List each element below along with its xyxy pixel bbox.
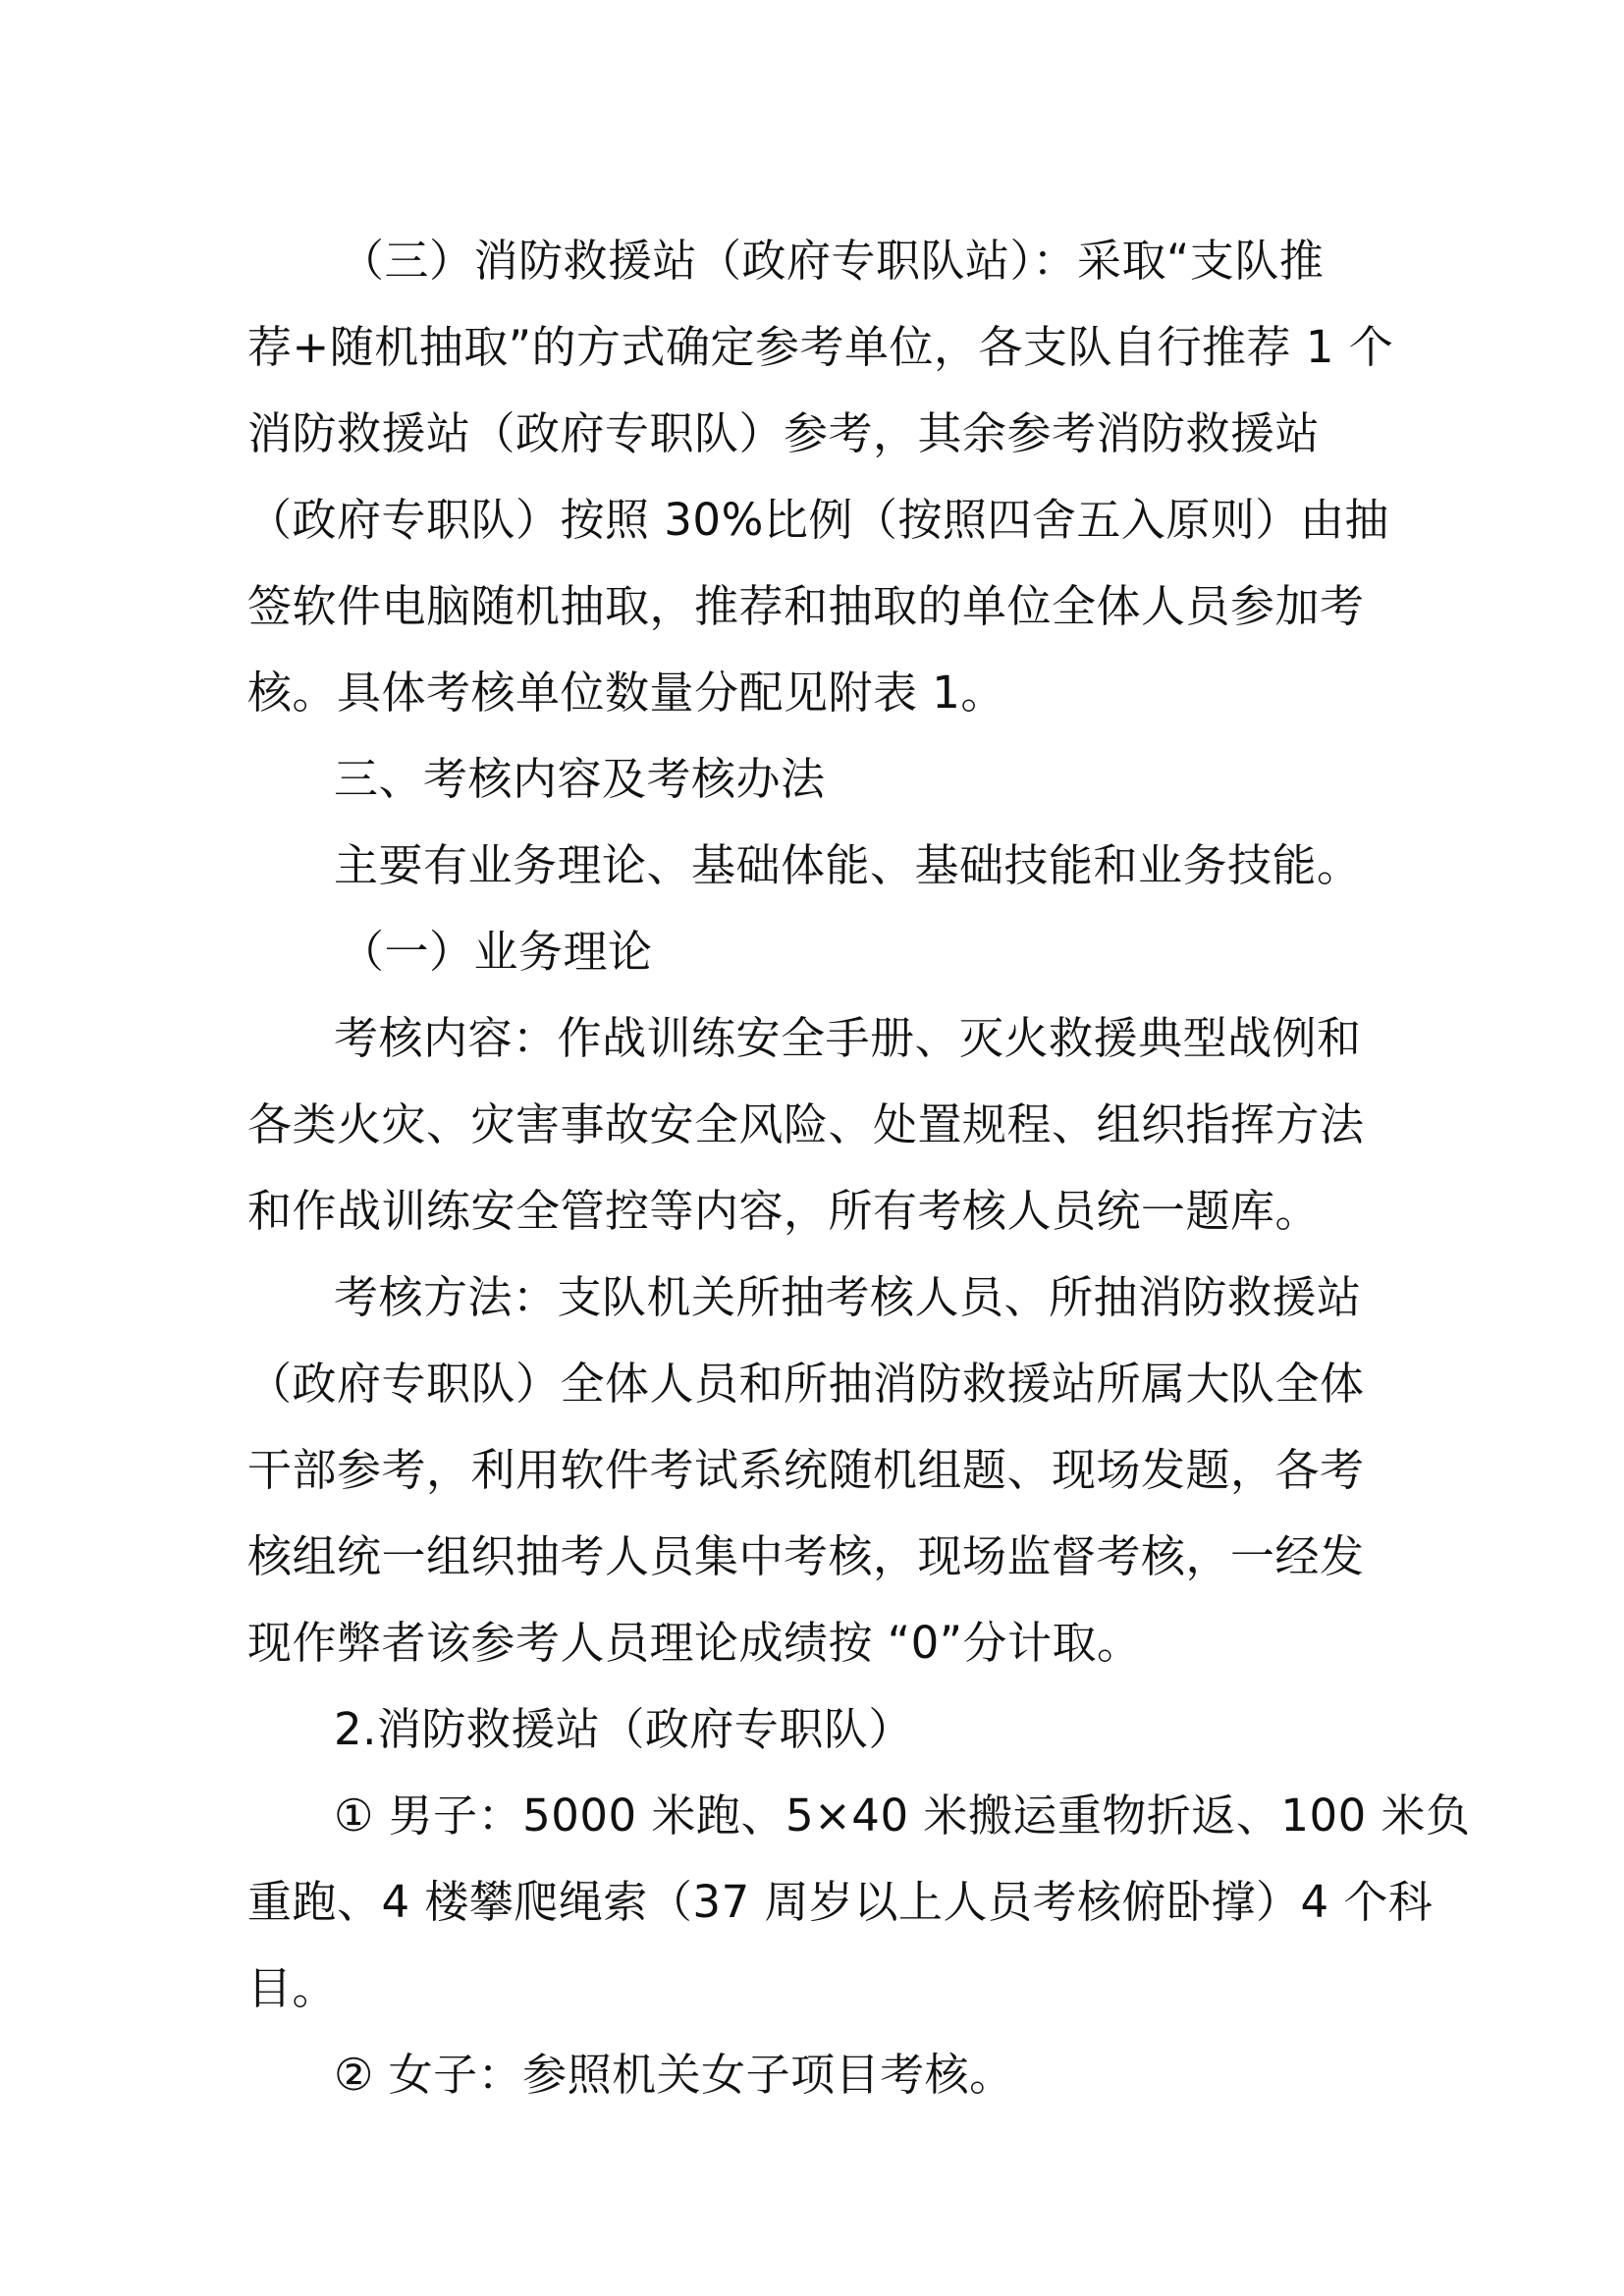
section-heading: 三、考核内容及考核办法 <box>334 753 826 805</box>
paragraph-line: 主要有业务理论、基础体能、基础技能和业务技能。 <box>334 839 1362 891</box>
paragraph-line: （三）消防救援站（政府专职队站）：采取“支队推 <box>340 235 1325 287</box>
paragraph-line: 签软件电脑随机抽取，推荐和抽取的单位全体人员参加考 <box>247 580 1365 632</box>
document-page <box>247 218 1471 2118</box>
paragraph-line: 考核内容：作战训练安全手册、灭火救援典型战例和 <box>334 1012 1362 1064</box>
paragraph-line: 消防救援站（政府专职队）参考，其余参考消防救援站 <box>247 407 1321 459</box>
paragraph-line: ② 女子：参照机关女子项目考核。 <box>334 2049 1014 2101</box>
paragraph-line: 荐+随机抽取”的方式确定参考单位，各支队自行推荐 1 个 <box>247 321 1394 373</box>
paragraph-line: 核组统一组织抽考人员集中考核，现场监督考核，一经发 <box>247 1530 1365 1582</box>
paragraph-line: 现作弊者该参考人员理论成绩按 “0”分计取。 <box>247 1617 1142 1669</box>
paragraph-line: 各类火灾、灾害事故安全风险、处置规程、组织指挥方法 <box>247 1098 1365 1150</box>
paragraph-line: （政府专职队）按照 30%比例（按照四舍五入原则）由抽 <box>247 494 1389 546</box>
paragraph-line: 目。 <box>247 1962 338 2014</box>
paragraph-line: 和作战训练安全管控等内容，所有考核人员统一题库。 <box>247 1185 1321 1237</box>
paragraph-line: 考核方法：支队机关所抽考核人员、所抽消防救援站 <box>334 1271 1362 1323</box>
paragraph-line: ① 男子：5000 米跑、5×40 米搬运重物折返、100 米负 <box>334 1789 1471 1842</box>
paragraph-line: 核。具体考核单位数量分配见附表 1。 <box>247 667 1005 719</box>
subsection-heading: （一）业务理论 <box>340 926 653 978</box>
subsection-heading: 2.消防救援站（政府专职队） <box>334 1703 913 1755</box>
paragraph-line: 重跑、4 楼攀爬绳索（37 周岁以上人员考核俯卧撑）4 个科 <box>247 1876 1434 1928</box>
paragraph-line: 干部参考，利用软件考试系统随机组题、现场发题，各考 <box>247 1444 1365 1496</box>
paragraph-line: （政府专职队）全体人员和所抽消防救援站所属大队全体 <box>247 1358 1365 1410</box>
